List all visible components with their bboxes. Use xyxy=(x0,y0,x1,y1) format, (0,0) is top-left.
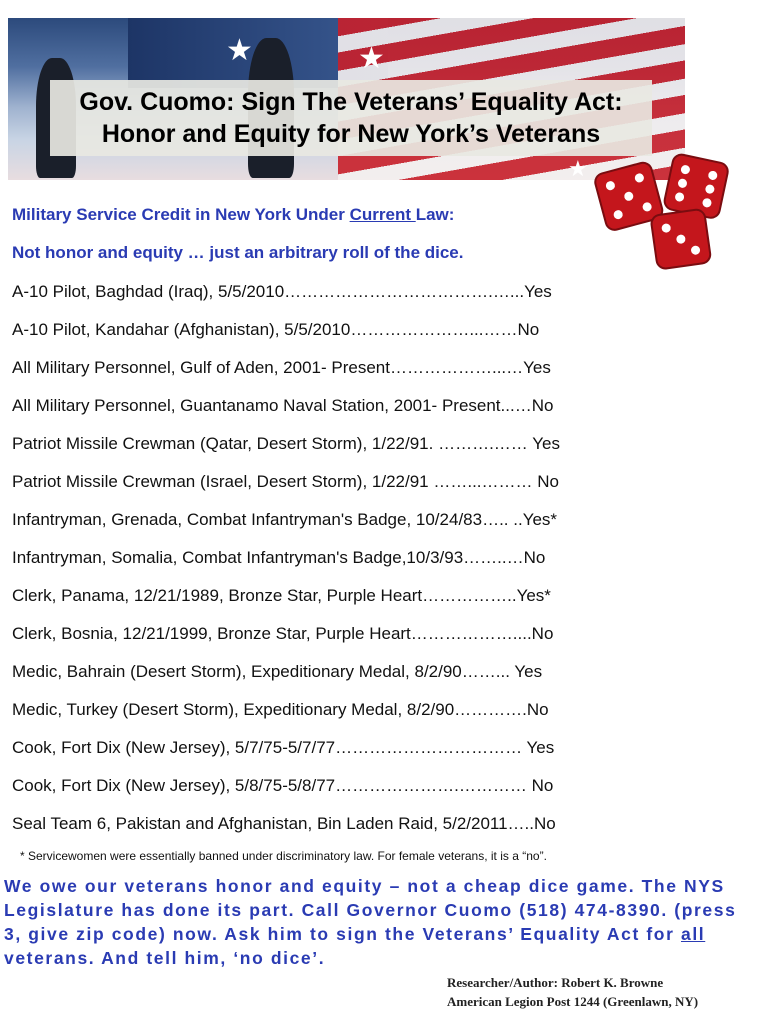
star-icon: ★ xyxy=(358,42,385,75)
star-icon: ★ xyxy=(226,34,253,67)
dice-icon xyxy=(590,152,740,272)
list-item: Medic, Bahrain (Desert Storm), Expeditionary Medal, 8/2/90……... Yes xyxy=(12,662,543,681)
cta-underlined: all xyxy=(680,924,706,944)
title-line-1: Gov. Cuomo: Sign The Veterans’ Equality Act: xyxy=(79,88,623,116)
list-item: A-10 Pilot, Kandahar (Afghanistan), 5/5/2010…………………...……No xyxy=(12,320,540,339)
heading-underlined: Current xyxy=(349,205,416,224)
section-subheading: Not honor and equity … just an arbitrary roll of the dice. xyxy=(12,243,464,262)
list-item: Patriot Missile Crewman (Qatar, Desert Storm), 1/22/91. ……….…… Yes xyxy=(12,434,560,453)
call-to-action xyxy=(4,874,744,970)
cta-text-part-2: veterans. And tell him, ‘no dice’. xyxy=(4,948,326,968)
author-affiliation: American Legion Post 1244 (Greenlawn, NY) xyxy=(447,994,699,1009)
cta-text-part-1: We owe our veterans honor and equity – not a cheap dice game. The NYS Legislature has done its part. Call Governor Cuomo (518) 474-8390. (press 3, give zip code) now. Ask him to sign the Veterans’ Equality Act for xyxy=(4,876,737,944)
list-item: Infantryman, Grenada, Combat Infantryman's Badge, 10/24/83….. ..Yes* xyxy=(12,510,558,529)
list-item: Seal Team 6, Pakistan and Afghanistan, Bin Laden Raid, 5/2/2011…..No xyxy=(12,814,556,833)
section-heading xyxy=(12,205,454,225)
heading-prefix: Military Service Credit in New York Under xyxy=(12,205,350,224)
title-line-2: Honor and Equity for New York’s Veterans xyxy=(101,120,601,148)
star-icon: ★ xyxy=(568,156,588,180)
list-item: All Military Personnel, Guantanamo Naval Station, 2001- Present...…No xyxy=(12,396,554,415)
heading-suffix: Law: xyxy=(415,205,455,224)
header-banner xyxy=(8,18,685,180)
list-item: Cook, Fort Dix (New Jersey), 5/7/75-5/7/77…………………………… Yes xyxy=(12,738,555,757)
list-item: Infantryman, Somalia, Combat Infantryman's Badge,10/3/93……..…No xyxy=(12,548,546,567)
list-item: All Military Personnel, Gulf of Aden, 2001- Present………………...…Yes xyxy=(12,358,551,377)
list-item: Medic, Turkey (Desert Storm), Expeditionary Medal, 8/2/90………….No xyxy=(12,700,549,719)
list-item: Cook, Fort Dix (New Jersey), 5/8/75-5/8/77………………….………… No xyxy=(12,776,554,795)
list-item: Clerk, Panama, 12/21/1989, Bronze Star, Purple Heart……………..Yes* xyxy=(12,586,551,605)
list-item: Clerk, Bosnia, 12/21/1999, Bronze Star, Purple Heart………………....No xyxy=(12,624,554,643)
footnote: * Servicewomen were essentially banned under discriminatory law. For female veterans, it is a “no”. xyxy=(20,849,547,863)
page-title xyxy=(50,80,652,156)
list-item: Patriot Missile Crewman (Israel, Desert Storm), 1/22/91 ……...……… No xyxy=(12,472,559,491)
author-credit: Researcher/Author: Robert K. Browne xyxy=(447,975,664,990)
list-item: A-10 Pilot, Baghdad (Iraq), 5/5/2010……………………………….…...Yes xyxy=(12,282,552,301)
